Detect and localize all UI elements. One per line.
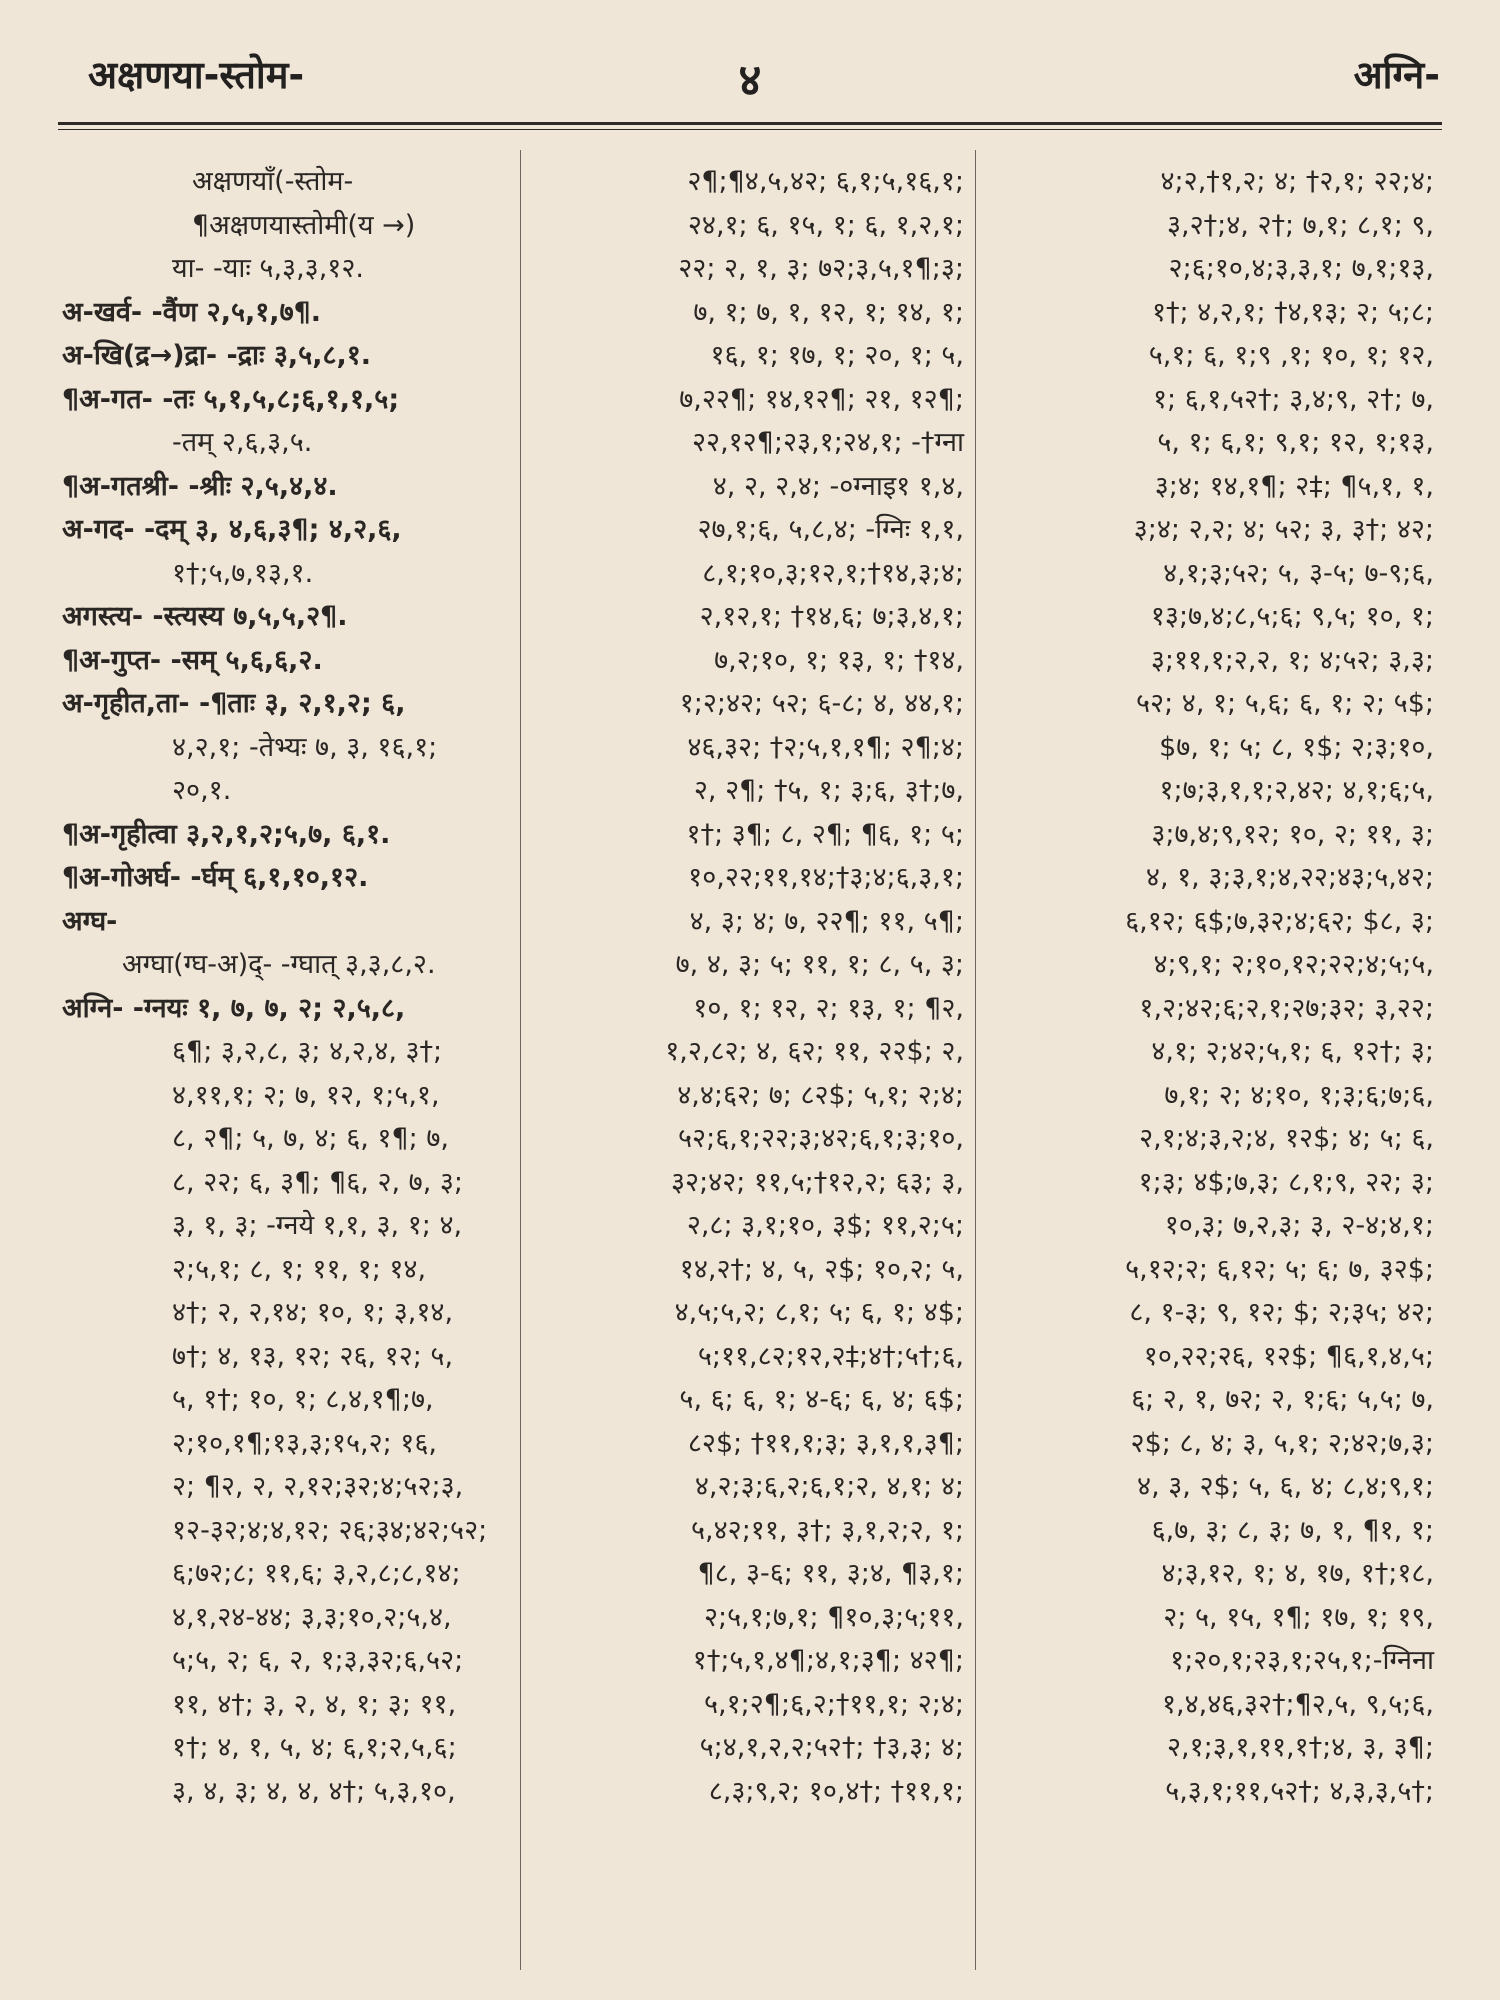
column-2-line: १†; ३¶; ८, २¶; ¶६, १; ५; xyxy=(686,818,964,850)
column-1-line: ८, २¶; ५, ७, ४; ६, १¶; ७, xyxy=(172,1123,449,1154)
column-3-line: ३;७,४;९,१२; १०, २; ११, ३; xyxy=(1151,818,1434,850)
column-1-line: २;१०,१¶;१३,३;१५,२; १६, xyxy=(172,1427,437,1459)
column-2-line: ७, ४, ३; ५; ११, १; ८, ५, ३; xyxy=(675,949,964,980)
column-1-line: ३, ४, ३; ४, ४, ४†; ५,३,१०, xyxy=(172,1775,456,1807)
column-2 xyxy=(530,160,970,1813)
column-1-line: -तम् २,६,३,५. xyxy=(172,427,313,458)
column-3-line: ५,३,१;११,५२†; ४,३,३,५†; xyxy=(1165,1775,1434,1807)
column-2-line: ४,५;५,२; ८,१; ५; ६, १; ४$; xyxy=(674,1297,964,1328)
column-3-line: ५,१; ६, १;९ ,१; १०, १; १२, xyxy=(1148,340,1434,371)
column-1-line: २; ¶२, २, २,१२;३२;४;५२;३, xyxy=(172,1471,464,1502)
column-3-line: २;६;१०,४;३,३,१; ७,१;१३, xyxy=(1168,253,1434,284)
column-divider-1 xyxy=(520,150,521,1970)
column-1-line: अग्घा(ग्घ-अ)द्- -ग्घात् ३,३,८,२. xyxy=(122,949,436,980)
column-1-line: ¶अ-गत- -तः ५,१,५,८;६,१,१,५; xyxy=(62,383,400,415)
column-1-line: अग्घ- xyxy=(62,905,118,937)
column-2-line: १†;५,१,४¶;४,१;३¶; ४२¶; xyxy=(692,1645,964,1676)
column-3-line: १०,२२;२६, १२$; ¶६,१,४,५; xyxy=(1143,1340,1434,1372)
column-3-line: १०,३; ७,२,३; ३, २-४;४,१; xyxy=(1164,1210,1434,1241)
column-3-line: १,२;४२;६;२,१;२७;३२; ३,२२; xyxy=(1139,992,1434,1024)
column-2-line: २७,१;६, ५,८,४; -ग्निः १,१, xyxy=(697,514,964,545)
column-2-line: १४,२†; ४, ५, २$; १०,२; ५, xyxy=(679,1253,964,1285)
column-2-line: २¶;¶४,५,४२; ६,१;५,१६,१; xyxy=(687,166,964,197)
column-2-line: १०, १; १२, २; १३, १; ¶२, xyxy=(693,992,964,1024)
header-rule-thick xyxy=(58,122,1442,125)
column-1-line: अक्षणयाँ(-स्तोम- xyxy=(192,166,354,197)
column-1-line: १२-३२;४;४,१२; २६;३४;४२;५२; xyxy=(172,1514,488,1546)
column-3-line: २$; ८, ४; ३, ५,१; २;४२;७,३; xyxy=(1130,1427,1434,1459)
column-1-line: ६;७२;८; ११,६; ३,२,८;८,१४; xyxy=(172,1558,461,1589)
column-2-line: २;५,१;७,१; ¶१०,३;५;११, xyxy=(703,1601,964,1633)
column-3-line: ४;३,१२, १; ४, १७, १†;१८, xyxy=(1161,1558,1434,1589)
column-1-line: १†; ४, १, ५, ४; ६,१;२,५,६; xyxy=(172,1732,457,1763)
column-2-line: २४,१; ६, १५, १; ६, १,२,१; xyxy=(687,209,964,241)
column-3-line: ८, १-३; ९, १२; $; २;३५; ४२; xyxy=(1129,1297,1434,1328)
column-3-line: ४,१; २;४२;५,१; ६, १२†; ३; xyxy=(1151,1036,1434,1067)
column-2-line: २,१२,१; †१४,६; ७;३,४,१; xyxy=(699,601,964,632)
column-1-line: ७†; ४, १३, १२; २६, १२; ५, xyxy=(172,1340,454,1372)
column-2-line: ५;४,१,२,२;५२†; †३,३; ४; xyxy=(699,1732,964,1763)
column-3-line: ६,१२; ६$;७,३२;४;६२; $८, ३; xyxy=(1125,905,1434,937)
column-3-line: ४,१;३;५२; ५, ३-५; ७-९;६, xyxy=(1163,557,1434,589)
column-3-line: ३;४; २,२; ४; ५२; ३, ३†; ४२; xyxy=(1133,514,1434,545)
column-3-line: ४;९,१; २;१०,१२;२२;४;५;५, xyxy=(1153,949,1434,980)
column-1-line: ¶अ-गोअर्घ- -र्घम् ६,१,१०,१२. xyxy=(62,862,369,893)
column-1-line: ६¶; ३,२,८, ३; ४,२,४, ३†; xyxy=(172,1036,443,1067)
column-1-line: अ-खर्व- -वैंण २,५,१,७¶. xyxy=(62,296,322,328)
column-2-line: १०,२२;११,१४;†३;४;६,३,१; xyxy=(688,862,964,893)
column-3-line: ५२; ४, १; ५,६; ६, १; २; ५$; xyxy=(1136,688,1434,719)
column-1-line: ¶अ-गतश्री- -श्रीः २,५,४,४. xyxy=(62,470,338,502)
column-2-line: २, २¶; †५, १; ३;६, ३†;७, xyxy=(693,775,964,806)
column-3-line: ४, ३, २$; ५, ६, ४; ८,४;९,१; xyxy=(1137,1471,1434,1502)
column-2-line: २२,१२¶;२३,१;२४,१; -†ग्ना xyxy=(691,427,964,458)
column-1-line: २;५,१; ८, १; ११, १; १४, xyxy=(172,1253,427,1285)
column-3-line: १३;७,४;८,५;६; ९,५; १०, १; xyxy=(1150,601,1434,632)
column-2-line: ४, ३; ४; ७, २२¶; ११, ५¶; xyxy=(689,905,964,937)
column-1-line: ४,१,२४-४४; ३,३;१०,२;५,४, xyxy=(172,1601,452,1633)
column-divider-2 xyxy=(975,150,976,1970)
column-2-line: ४,२;३;६,२;६,१;२, ४,१; ४; xyxy=(694,1471,964,1502)
column-2-line: १६, १; १७, १; २०, १; ५, xyxy=(710,340,964,371)
column-1-line: ¶अक्षणयास्तोमी(य →) xyxy=(192,209,416,241)
column-2-line: ५;११,८२;१२,२‡;४†;५†;६, xyxy=(697,1340,964,1372)
column-1-line: ५;५, २; ६, २, १;३,३२;६,५२; xyxy=(172,1645,464,1676)
column-3-line: १;३; ४$;७,३; ८,१;९, २२; ३; xyxy=(1138,1166,1434,1198)
column-2-line: १,२,८२; ४, ६२; ११, २२$; २, xyxy=(665,1036,964,1067)
column-1-line: ५, १†; १०, १; ८,४,१¶;७, xyxy=(172,1384,434,1415)
page-number: ४ xyxy=(738,55,762,106)
column-2-line: २,८; ३,१;१०, ३$; ११,२;५; xyxy=(686,1210,964,1241)
column-1-line: अग्नि- -ग्नयः १, ७, ७, २; २,५,८, xyxy=(62,992,406,1024)
column-3 xyxy=(985,160,1440,1813)
column-2-line: २२; २, १, ३; ७२;३,५,१¶;३; xyxy=(678,253,964,284)
column-3-line: १; ६,१,५२†; ३,४;९, २†; ७, xyxy=(1152,383,1434,415)
column-1-line: ४,११,१; २; ७, १२, १;५,१, xyxy=(172,1079,440,1111)
column-2-line: ५,१;२¶;६,२;†११,१; २;४; xyxy=(704,1688,964,1720)
column-1-line: ४†; २, २,१४; १०, १; ३,१४, xyxy=(172,1297,454,1328)
column-3-line: ६; २, १, ७२; २, १;६; ५,५; ७, xyxy=(1131,1384,1434,1415)
column-3-line: २; ५, १५, १¶; १७, १; १९, xyxy=(1163,1601,1434,1633)
column-1-line: अगस्त्य- -स्त्यस्य ७,५,५,२¶. xyxy=(62,601,348,632)
column-1-line: ३, १, ३; -ग्नये १,१, ३, १; ४, xyxy=(172,1210,463,1241)
column-1-line: २०,१. xyxy=(172,775,232,806)
column-2-line: ५,४२;११, ३†; ३,१,२;२, १; xyxy=(691,1514,964,1546)
column-3-line: ७,१; २; ४;१०, १;३;६;७;६, xyxy=(1164,1079,1434,1111)
column-1-line: १†;५,७,१३,१. xyxy=(172,557,314,589)
running-head-right: अग्नि- xyxy=(1353,53,1440,97)
column-1-line: अ-खि(द्र→)द्रा- -द्राः ३,५,८,१. xyxy=(62,340,372,371)
column-1-line: अ-गद- -दम् ३, ४,६,३¶; ४,२,६, xyxy=(62,514,402,545)
column-2-line: ४, २, २,४; -०ग्नाइ१ १,४, xyxy=(712,470,964,502)
column-2-line: ५, ६; ६, १; ४-६; ६, ४; ६$; xyxy=(679,1384,964,1415)
column-1-line: अ-गृहीत,ता- -¶ताः ३, २,१,२; ६, xyxy=(62,688,406,719)
column-3-line: २,१;४;३,२;४, १२$; ४; ५; ६, xyxy=(1139,1123,1434,1154)
column-3-line: ३,२†;४, २†; ७,१; ८,१; ९, xyxy=(1167,209,1434,241)
column-2-line: ७,२;१०, १; १३, १; †१४, xyxy=(714,644,964,676)
column-1-line: ८, २२; ६, ३¶; ¶६, २, ७, ३; xyxy=(172,1166,463,1198)
column-1-line: या- -याः ५,३,३,१२. xyxy=(172,253,364,284)
column-3-line: ६,७, ३; ८, ३; ७, १, ¶१, १; xyxy=(1151,1514,1434,1546)
column-3-line: ५,१२;२; ६,१२; ५; ६; ७, ३२$; xyxy=(1125,1253,1434,1285)
column-3-line: ४;२,†१,२; ४; †२,१; २२;४; xyxy=(1160,166,1434,197)
column-2-line: १;२;४२; ५२; ६-८; ४, ४४,१; xyxy=(679,688,964,719)
column-3-line: ३;४; १४,१¶; २‡; ¶५,१, १, xyxy=(1154,470,1434,502)
running-head-left: अक्षणया-स्तोम- xyxy=(88,53,305,97)
column-1 xyxy=(62,160,514,1813)
column-2-line: ८,३;९,२; १०,४†; †११,१; xyxy=(708,1775,964,1807)
column-2-line: ७, १; ७, १, १२, १; १४, १; xyxy=(693,296,964,328)
column-2-line: ८,१;१०,३;१२,१;†१४,३;४; xyxy=(702,557,964,589)
column-3-line: १;२०,१;२३,१;२५,१;-ग्निना xyxy=(1170,1645,1434,1676)
column-3-line: १;७;३,१,१;२,४२; ४,१;६;५, xyxy=(1159,775,1434,806)
header-rule-thin xyxy=(58,129,1442,130)
column-2-line: ३२;४२; ११,५;†१२,२; ६३; ३, xyxy=(671,1166,964,1198)
column-2-line: ७,२२¶; १४,१२¶; २१, १२¶; xyxy=(679,383,964,415)
column-3-line: ३;११,१;२,२, १; ४;५२; ३,३; xyxy=(1150,644,1434,676)
column-2-line: ४,४;६२; ७; ८२$; ५,१; २;४; xyxy=(677,1079,964,1111)
column-2-line: ८२$; †११,१;३; ३,१,१,३¶; xyxy=(687,1427,964,1459)
column-1-line: ¶अ-गुप्त- -सम् ५,६,६,२. xyxy=(62,644,323,676)
column-3-line: २,१;३,१,११,१†;४, ३, ३¶; xyxy=(1166,1732,1434,1763)
column-2-line: ५२;६,१;२२;३;४२;६,१;३;१०, xyxy=(678,1123,964,1154)
column-1-line: ११, ४†; ३, २, ४, १; ३; ११, xyxy=(172,1688,457,1720)
column-2-line: ¶८, ३-६; ११, ३;४, ¶३,१; xyxy=(697,1558,964,1589)
column-2-line: ४६,३२; †२;५,१,१¶; २¶;४; xyxy=(687,731,964,763)
column-3-line: $७, १; ५; ८, १$; २;३;१०, xyxy=(1159,731,1434,763)
column-3-line: १†; ४,२,१; †४,१३; २; ५;८; xyxy=(1151,296,1434,328)
column-1-line: ४,२,१; -तेभ्यः ७, ३, १६,१; xyxy=(172,731,438,763)
column-3-line: ४, १, ३;३,१;४,२२;४३;५,४२; xyxy=(1145,862,1434,893)
column-3-line: ५, १; ६,१; ९,१; १२, १;१३, xyxy=(1157,427,1434,458)
column-1-line: ¶अ-गृहीत्वा ३,२,१,२;५,७, ६,१. xyxy=(62,818,391,850)
column-3-line: १,४,४६,३२†;¶२,५, ९,५;६, xyxy=(1162,1688,1434,1720)
